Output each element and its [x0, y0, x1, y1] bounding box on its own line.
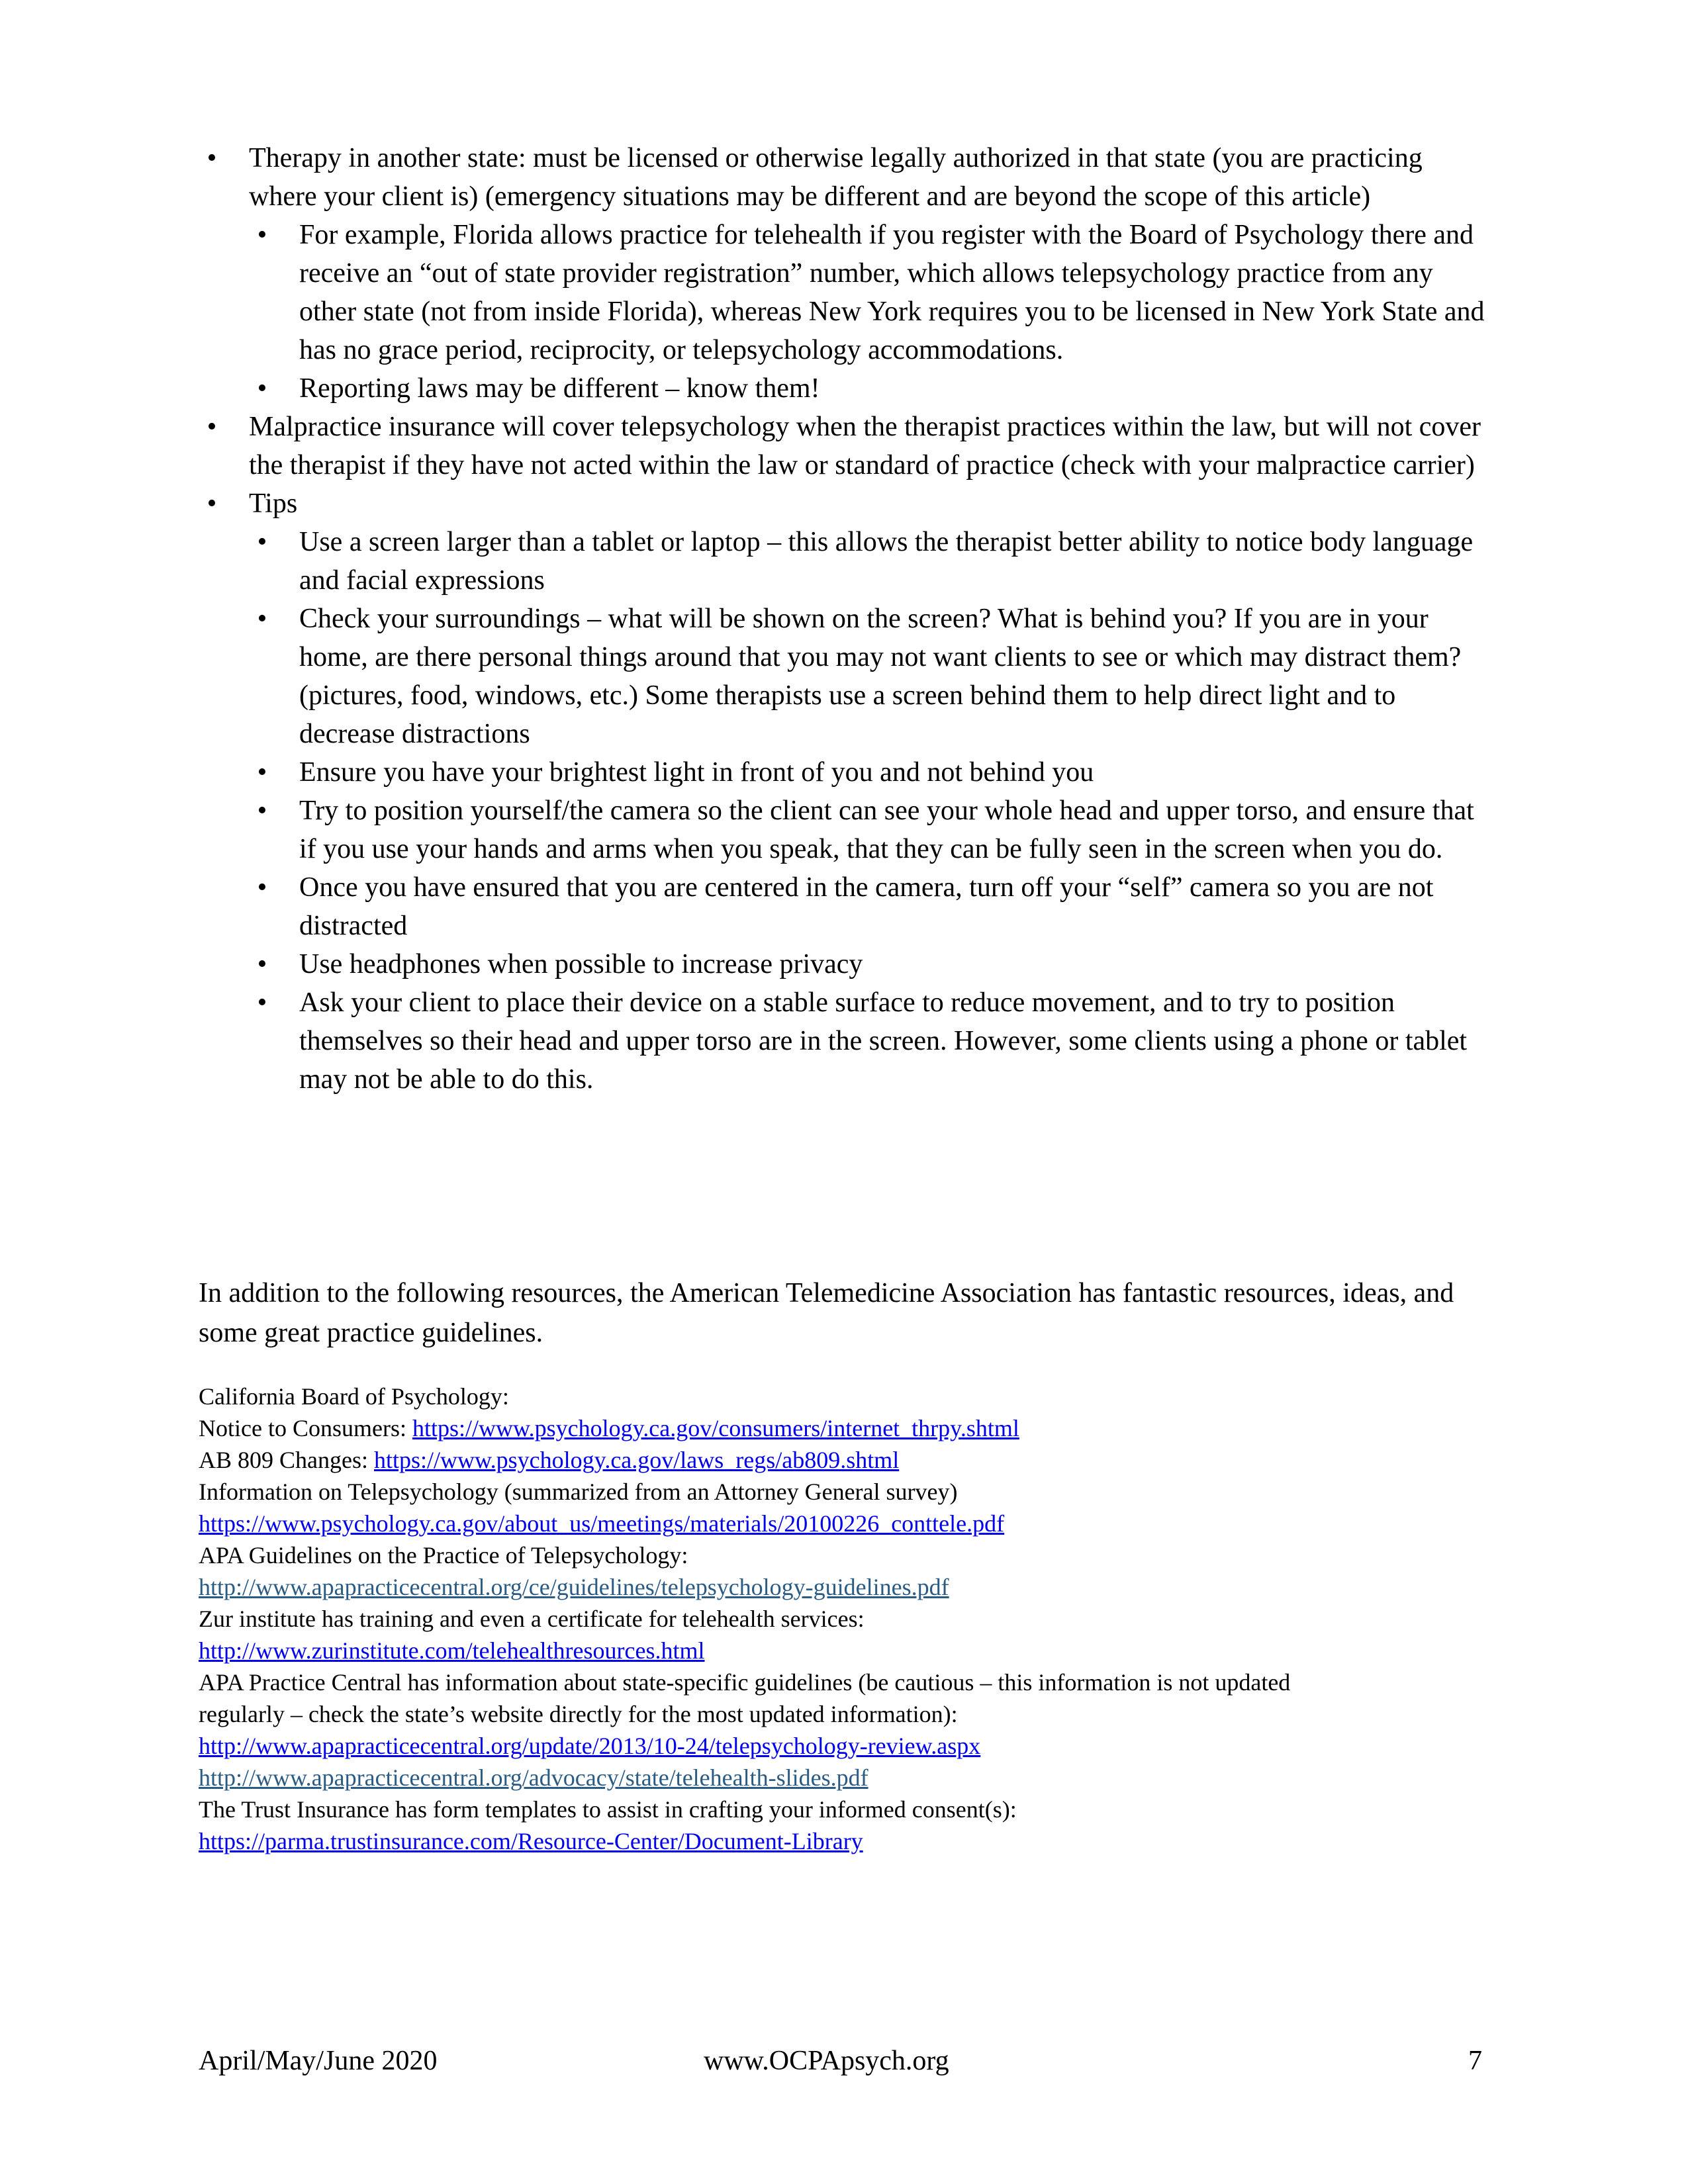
- trust-text: The Trust Insurance has form templates to assist in crafting your informed consent(s):: [199, 1796, 1017, 1823]
- footer-date: April/May/June 2020: [199, 2046, 438, 2076]
- bullet-dot: •: [207, 143, 217, 173]
- apa-central-link-1[interactable]: http://www.apapracticecentral.org/update/2013/10-24/telepsychology-review.aspx: [199, 1733, 981, 1759]
- bullet-dot: •: [257, 604, 267, 634]
- bullet-item: [199, 139, 1496, 408]
- sub-bullet-item: [249, 753, 1496, 792]
- zur-link[interactable]: http://www.zurinstitute.com/telehealthresources.html: [199, 1637, 705, 1664]
- ab809-line: [199, 1444, 1496, 1476]
- bullet-item: [199, 408, 1496, 484]
- sub-bullet-text: Try to position yourself/the camera so the client can see your whole head and upper torso, and ensure that if you use your hands and arms when you speak, that they can be fully seen in the screen when you do.: [299, 796, 1474, 864]
- sub-bullet-text: Once you have ensured that you are centered in the camera, turn off your “self” camera so you are not distracted: [299, 872, 1434, 941]
- bullet-dot: •: [257, 796, 267, 826]
- bullet-text: Therapy in another state: must be licensed or otherwise legally authorized in that state (you are practicing where your client is) (emergency situations may be different and are beyond the scope of this article): [249, 143, 1423, 212]
- notice-line: [199, 1412, 1496, 1444]
- bullet-dot: •: [257, 373, 267, 404]
- bullet-dot: •: [257, 987, 267, 1018]
- sub-bullet-item: [249, 523, 1496, 600]
- bullet-dot: •: [207, 488, 217, 519]
- bullet-dot: •: [207, 412, 217, 442]
- apa-guidelines-text: APA Guidelines on the Practice of Telepsychology:: [199, 1542, 688, 1569]
- footer-page-number: 7: [1468, 2046, 1482, 2076]
- ca-board-heading: California Board of Psychology:: [199, 1383, 509, 1410]
- sub-bullet-text: Use headphones when possible to increase privacy: [299, 949, 863, 979]
- sub-bullet-item: [249, 792, 1496, 868]
- apa-central-link-2[interactable]: http://www.apapracticecentral.org/advocacy/state/telehealth-slides.pdf: [199, 1764, 868, 1791]
- notice-label: Notice to Consumers:: [199, 1415, 412, 1441]
- bullet-dot: •: [257, 527, 267, 557]
- apa-central-text-2: regularly – check the state’s website directly for the most updated information):: [199, 1701, 958, 1727]
- sub-bullet-item: [249, 369, 1496, 408]
- footer-website: www.OCPApsych.org: [704, 2046, 949, 2076]
- bullet-dot: •: [257, 757, 267, 788]
- bullet-item: [199, 484, 1496, 1099]
- sub-bullet-item: [249, 945, 1496, 983]
- sub-bullet-item: [249, 983, 1496, 1099]
- zur-text: Zur institute has training and even a certificate for telehealth services:: [199, 1606, 865, 1632]
- bullet-list: [199, 139, 1496, 1099]
- apa-central-text: APA Practice Central has information about state-specific guidelines (be cautious – this information is not updated: [199, 1669, 1291, 1696]
- sub-bullet-text: Use a screen larger than a tablet or laptop – this allows the therapist better ability to notice body language and facial expressions: [299, 527, 1474, 596]
- intro-paragraph: In addition to the following resources, the American Telemedicine Association has fantastic resources, ideas, and some great practice guidelines.: [199, 1278, 1454, 1348]
- bullet-dot: •: [257, 872, 267, 903]
- sub-bullet-text: Ask your client to place their device on a stable surface to reduce movement, and to try to position themselves so their head and upper torso are in the screen. However, some clients using a phone or tablet may not be able to do this.: [299, 987, 1468, 1095]
- bullet-dot: •: [257, 949, 267, 979]
- sub-bullet-text: Check your surroundings – what will be shown on the screen? What is behind you? If you are in your home, are there personal things around that you may not want clients to see or which may distract them? (pictures, food, windows, etc.) Some therapists use a screen behind them to help direct light and to decrease distractions: [299, 604, 1462, 749]
- ab809-link[interactable]: https://www.psychology.ca.gov/laws_regs/ab809.shtml: [374, 1447, 900, 1473]
- bullet-dot: •: [257, 220, 267, 250]
- sub-bullet-text: Reporting laws may be different – know them!: [299, 373, 820, 404]
- notice-link[interactable]: https://www.psychology.ca.gov/consumers/internet_thrpy.shtml: [412, 1415, 1019, 1441]
- telepsych-info-link[interactable]: https://www.psychology.ca.gov/about_us/meetings/materials/20100226_conttele.pdf: [199, 1510, 1005, 1537]
- sub-bullet-item: [249, 600, 1496, 753]
- resources-list: [199, 1381, 1496, 1857]
- telepsych-info-text: Information on Telepsychology (summarized from an Attorney General survey): [199, 1479, 958, 1505]
- sub-bullet-item: [249, 868, 1496, 945]
- sub-bullet-item: [249, 216, 1496, 369]
- bullet-text: Tips: [249, 488, 298, 519]
- sub-bullet-text: For example, Florida allows practice for telehealth if you register with the Board of Psychology there and receive an “out of state provider registration” number, which allows telepsychology practice from any other state (not from inside Florida), whereas New York requires you to be licensed in New York State and has no grace period, reciprocity, or telepsychology accommodations.: [299, 220, 1485, 365]
- ab809-label: AB 809 Changes:: [199, 1447, 374, 1473]
- trust-link[interactable]: https://parma.trustinsurance.com/Resource-Center/Document-Library: [199, 1828, 863, 1854]
- sub-bullet-text: Ensure you have your brightest light in front of you and not behind you: [299, 757, 1094, 788]
- bullet-text: Malpractice insurance will cover telepsychology when the therapist practices within the law, but will not cover the therapist if they have not acted within the law or standard of practice (check with your malpractice carrier): [249, 412, 1481, 480]
- apa-guidelines-link[interactable]: http://www.apapracticecentral.org/ce/guidelines/telepsychology-guidelines.pdf: [199, 1574, 949, 1600]
